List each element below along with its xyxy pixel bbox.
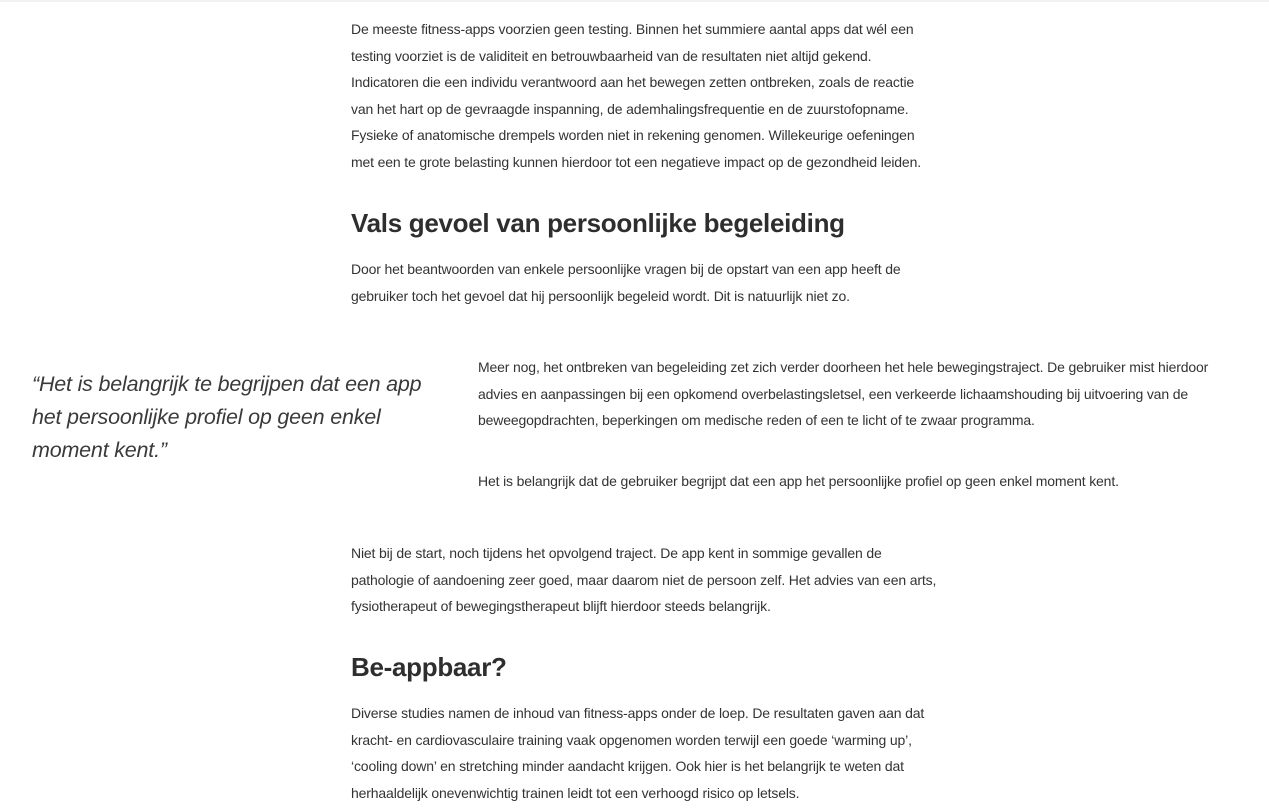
text-line: met een te grote belasting kunnen hierdoor tot een negatieve impact op de gezondheid leiden. [351,153,921,170]
text-line: ‘cooling down’ en stretching minder aandacht krijgen. Ook hier is het belangrijk te weten dat [351,758,904,774]
text-line: herhaaldelijk onevenwichtig trainen leidt tot een verhoogd risico op letsels. [351,784,800,801]
begeleiding-paragraph-2 [478,354,1208,434]
quote-line: het persoonlijke profiel op geen enkel [32,405,381,429]
text-line: Fysieke of anatomische drempels worden niet in rekening genomen. Willekeurige oefeningen [351,127,915,143]
text-line: Diverse studies namen de inhoud van fitness-apps onder de loep. De resultaten gaven aan dat [351,705,925,721]
section-heading-begeleiding: Vals gevoel van persoonlijke begeleiding [351,208,845,238]
text-line: Het is belangrijk dat de gebruiker begrijpt dat een app het persoonlijke profiel op geen enkel moment kent. [478,473,1119,489]
quote-line: moment kent.” [32,438,167,462]
text-line: van het hart op de gevraagde inspanning, de ademhalingsfrequentie en de zuurstofopname. [351,100,909,117]
be-appbaar-paragraph-1 [351,700,924,806]
text-line: advies en aanpassingen bij een opkomend overbelastingsletsel, een verkeerde lichaamshouding bij uitvoering van de [478,385,1188,402]
text-line: pathologie of aandoening zeer goed, maar daarom niet de persoon zelf. Het advies van een arts, [351,571,937,588]
section-heading-be-appbaar: Be-appbaar? [351,652,507,682]
text-line: testing voorziet is de validiteit en betrouwbaarheid van de resultaten niet altijd gekend. [351,47,872,64]
text-line: gebruiker toch het gevoel dat hij persoonlijk begeleid wordt. Dit is natuurlijk niet zo. [351,287,850,304]
pull-quote [32,368,421,467]
begeleiding-paragraph-4 [351,540,936,620]
text-line: kracht- en cardiovasculaire training vaak opgenomen worden terwijl een goede ‘warming up’, [351,731,912,748]
top-divider [0,0,1269,2]
text-line: Niet bij de start, noch tijdens het opvolgend traject. De app kent in sommige gevallen de [351,545,882,561]
text-line: beweegopdrachten, beperkingen om medische reden of een te licht of te zwaar programma. [478,412,1035,428]
begeleiding-paragraph-3 [478,468,1119,495]
text-line: Indicatoren die een individu verantwoord aan het bewegen zetten ontbreken, zoals de reactie [351,74,915,90]
text-line: De meeste fitness-apps voorzien geen testing. Binnen het summiere aantal apps dat wél een [351,21,914,37]
intro-paragraph [351,16,921,175]
text-line: Door het beantwoorden van enkele persoonlijke vragen bij de opstart van een app heeft de [351,261,901,277]
quote-line: “Het is belangrijk te begrijpen dat een app [32,372,422,396]
text-line: Meer nog, het ontbreken van begeleiding zet zich verder doorheen het hele bewegingstraject. De gebruiker mist hierdoor [478,359,1209,375]
begeleiding-paragraph-1 [351,256,901,309]
text-line: fysiotherapeut of bewegingstherapeut blijft hierdoor steeds belangrijk. [351,598,771,614]
